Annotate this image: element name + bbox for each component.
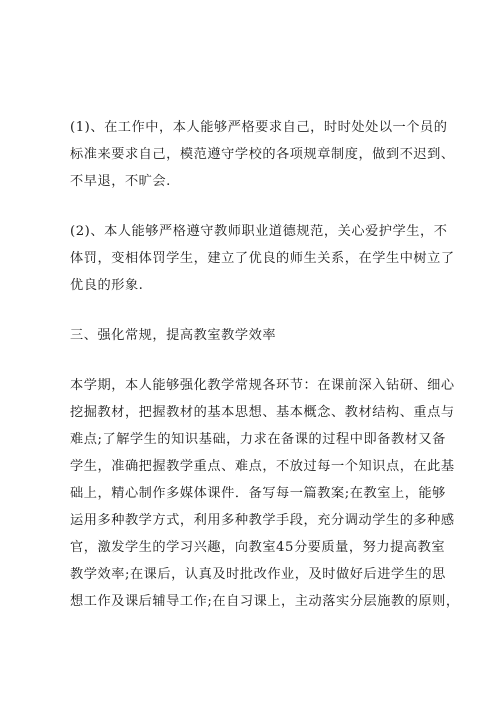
paragraph-2-line-1: (2)、本人能够严格遵守教师职业道德规范，关心爱护学生，不: [70, 224, 448, 239]
paragraph-3-line-9: 想工作及课后辅导工作;在自习课上，主动落实分层施教的原则，: [70, 594, 460, 609]
paragraph-2-line-3: 优良的形象.: [70, 278, 144, 293]
paragraph-1-line-1: (1)、在工作中，本人能够严格要求自己，时时处处以一个员的: [70, 120, 448, 135]
paragraph-3-line-8: 教学效率;在课后，认真及时批改作业，及时做好后进学生的思: [70, 567, 446, 582]
paragraph-2-line-2: 体罚，变相体罚学生，建立了优良的师生关系，在学生中树立了: [70, 251, 455, 266]
paragraph-3-line-4: 学生，准确把握教学重点、难点，不放过每一个知识点，在此基: [70, 459, 455, 474]
paragraph-3-line-3: 难点;了解学生的知识基础，力求在备课的过程中即备教材又备: [70, 432, 446, 447]
paragraph-3-line-7: 官，激发学生的学习兴趣，向教室45分要质量，努力提高教室: [70, 540, 446, 555]
paragraph-1-line-2: 标准来要求自己，模范遵守学校的各项规章制度，做到不迟到、: [70, 147, 455, 162]
paragraph-1-line-3: 不早退，不旷会.: [70, 174, 171, 189]
paragraph-3-line-5: 础上，精心制作多媒体课件．备写每一篇教案;在教室上，能够: [70, 486, 446, 501]
paragraph-3-line-6: 运用多种教学方式，利用多种教学手段，充分调动学生的多种感: [70, 513, 455, 528]
section-heading-3: 三、强化常规，提高教室教学效率: [70, 328, 277, 343]
paragraph-3-line-1: 本学期，本人能够强化教学常规各环节：在课前深入钻研、细心: [70, 378, 455, 393]
paragraph-3-line-2: 挖掘教材，把握教材的基本思想、基本概念、教材结构、重点与: [70, 405, 455, 420]
